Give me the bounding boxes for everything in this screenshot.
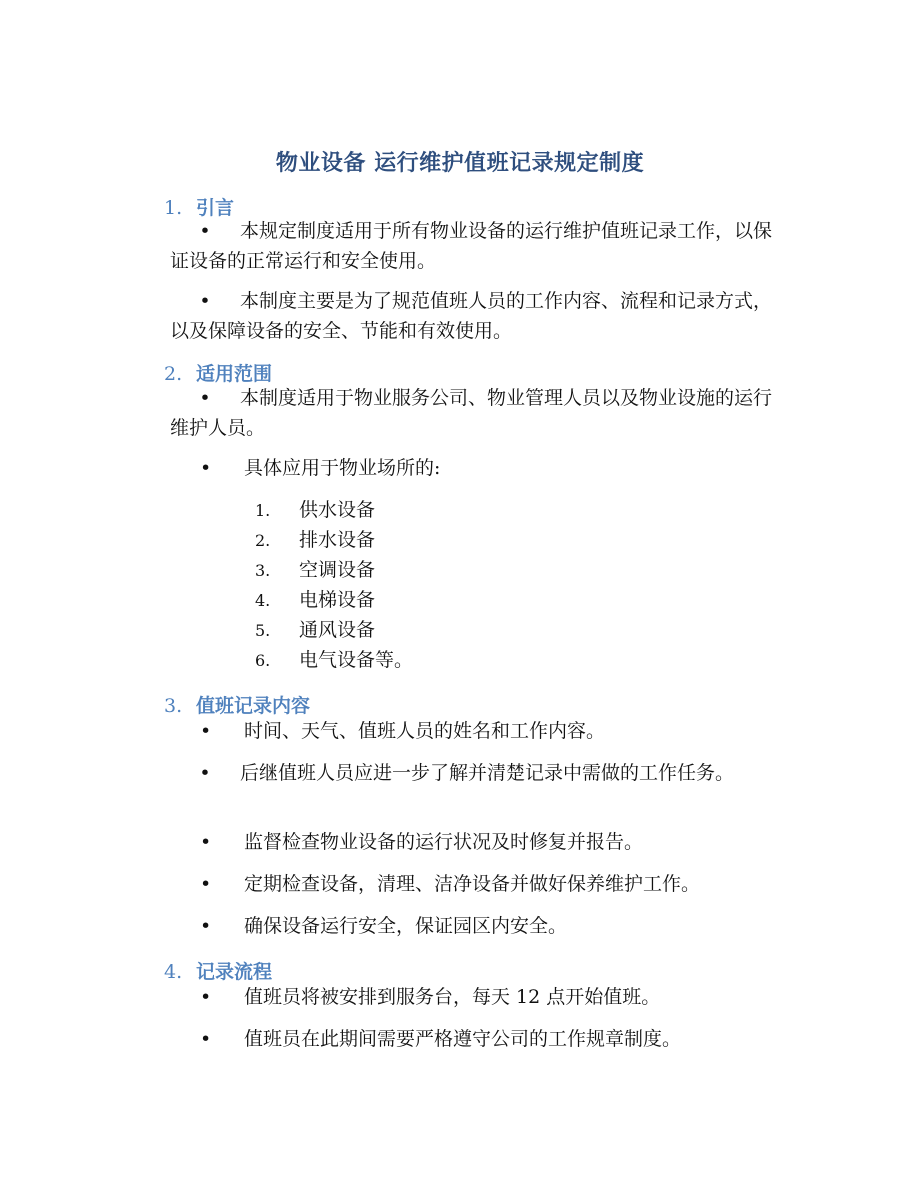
list-item: 3. 空调设备 <box>255 559 376 581</box>
section-number: 2. <box>164 363 183 385</box>
content-item-3: • 监督检查物业设备的运行状况及时修复并报告。 <box>200 827 643 857</box>
section-title: 记录流程 <box>196 961 273 983</box>
bullet: • <box>200 915 212 937</box>
list-item: 2. 排水设备 <box>255 529 376 551</box>
intro-paragraph-2: • 本制度主要是为了规范值班人员的工作内容、流程和记录方式，以及保障设备的安全、节能和有效使用。 <box>170 286 774 346</box>
document-title: 物业设备 运行维护值班记录规定制度 <box>275 150 645 176</box>
section-title: 适用范围 <box>196 363 273 385</box>
section-number: 3. <box>164 695 183 717</box>
list-item: 6. 电气设备等。 <box>255 649 414 671</box>
intro-paragraph-1: • 本规定制度适用于所有物业设备的运行维护值班记录工作，以保证设备的正常运行和安全使用。 <box>170 216 774 276</box>
section-title: 引言 <box>196 197 235 219</box>
list-item: 5. 通风设备 <box>255 619 376 641</box>
bullet: • <box>200 831 212 853</box>
section-heading-scope <box>164 359 272 386</box>
bullet: • <box>199 762 211 784</box>
list-item: 4. 电梯设备 <box>255 589 376 611</box>
bullet: • <box>199 387 211 409</box>
section-number: 4. <box>164 961 183 983</box>
bullet: • <box>200 873 212 895</box>
section-heading-content <box>164 691 310 718</box>
section-heading-process <box>164 957 272 984</box>
scope-paragraph-1: • 本制度适用于物业服务公司、物业管理人员以及物业设施的运行维护人员。 <box>170 383 774 443</box>
section-number: 1. <box>164 197 183 219</box>
bullet: • <box>200 720 212 742</box>
process-item-1: • 值班员将被安排到服务台，每天 12 点开始值班。 <box>200 982 660 1012</box>
list-item: 1. 供水设备 <box>255 499 376 521</box>
bullet: • <box>199 220 211 242</box>
bullet: • <box>200 986 212 1008</box>
scope-paragraph-2: • 具体应用于物业场所的: <box>200 453 440 483</box>
content-item-5: • 确保设备运行安全，保证园区内安全。 <box>200 911 567 941</box>
content-item-4: • 定期检查设备，清理、洁净设备并做好保养维护工作。 <box>200 869 700 899</box>
content-item-1: • 时间、天气、值班人员的姓名和工作内容。 <box>200 716 605 746</box>
bullet: • <box>200 457 212 479</box>
content-item-2: • 后继值班人员应进一步了解并清楚记录中需做的工作任务。 <box>170 758 774 788</box>
bullet: • <box>199 290 211 312</box>
bullet: • <box>200 1028 212 1050</box>
section-title: 值班记录内容 <box>196 695 311 717</box>
process-item-2: • 值班员在此期间需要严格遵守公司的工作规章制度。 <box>200 1024 681 1054</box>
